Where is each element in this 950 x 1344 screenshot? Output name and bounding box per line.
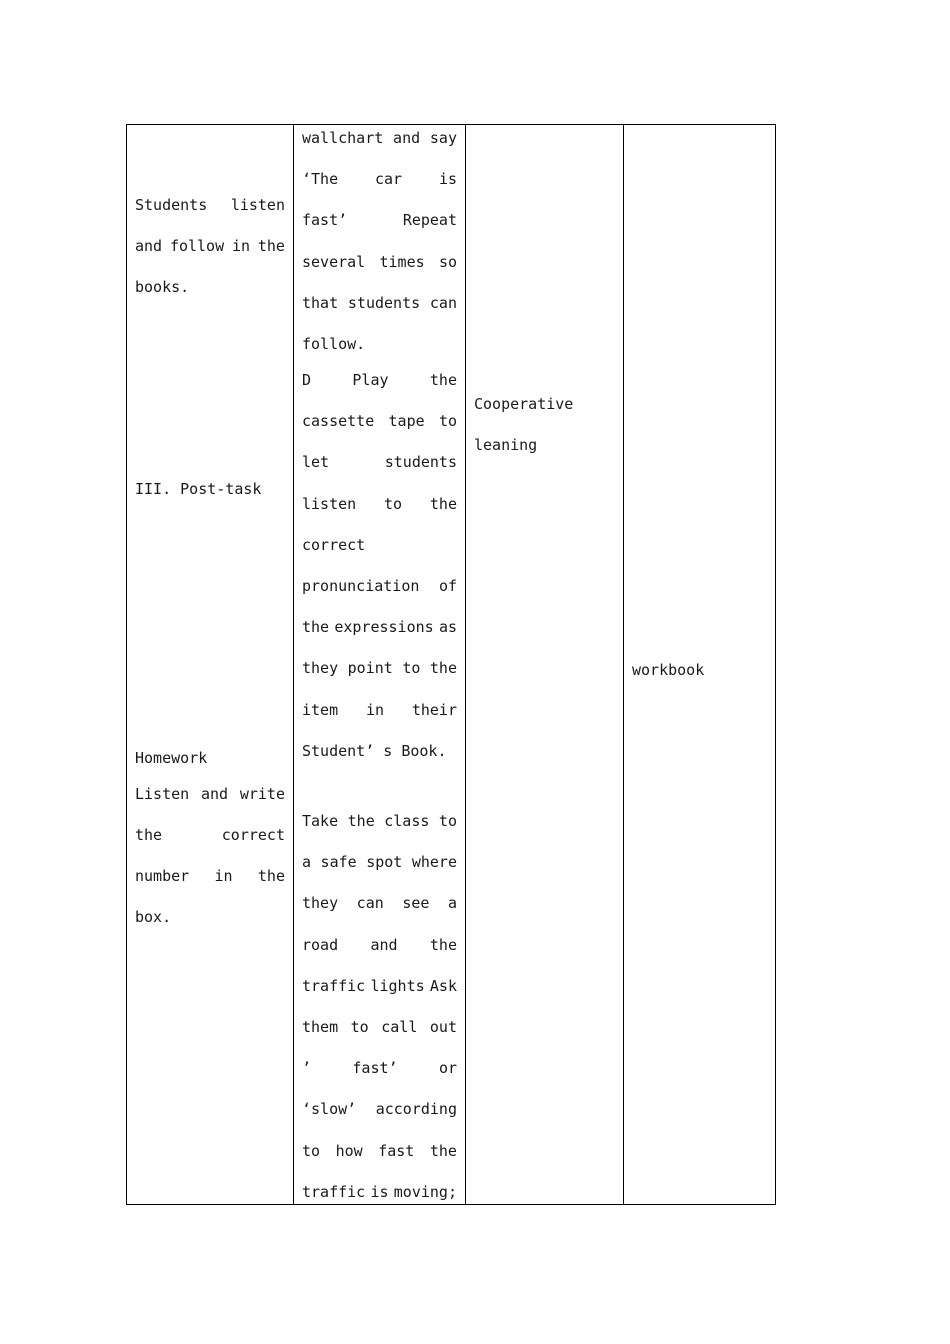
procedure-word: let — [302, 453, 330, 471]
procedure-word: ‘slow’ — [302, 1100, 357, 1118]
procedure-block2-line-5: correct — [302, 536, 366, 554]
procedure-block1-line-3 — [302, 210, 457, 230]
procedure-word: say — [429, 129, 457, 147]
procedure-word: they — [302, 659, 339, 677]
procedure-word: Ask — [429, 977, 457, 995]
procedure-block3-line-4 — [302, 935, 457, 955]
procedure-word: where — [411, 853, 457, 871]
procedure-block2-line-3 — [302, 452, 457, 472]
procedure-block3-line-2 — [302, 852, 457, 872]
procedure-word: pronunciation — [302, 577, 420, 595]
procedure-word: tape — [388, 412, 425, 430]
procedure-word: spot — [366, 853, 403, 871]
procedure-word: to — [384, 495, 403, 513]
procedure-block3-line-3 — [302, 893, 457, 913]
procedure-word: as — [438, 618, 457, 636]
homework-line-3 — [135, 866, 285, 886]
students-listen-line-1 — [135, 195, 285, 215]
procedure-word: point — [347, 659, 393, 677]
procedure-word: listen — [302, 495, 357, 513]
word: the — [257, 237, 285, 255]
procedure-word: moving; — [393, 1183, 457, 1201]
procedure-block3-line-5 — [302, 976, 457, 996]
procedure-word: traffic — [302, 977, 366, 995]
procedure-word: to — [438, 812, 457, 830]
method-line-2: leaning — [474, 436, 538, 454]
procedure-word: a — [302, 853, 312, 871]
procedure-word: road — [302, 936, 339, 954]
procedure-word: Play — [352, 371, 389, 389]
procedure-word: to — [402, 659, 421, 677]
word: follow — [169, 237, 225, 255]
procedure-word: of — [438, 577, 457, 595]
procedure-block2-line-10: Student’ s Book. — [302, 742, 447, 760]
procedure-word: is — [438, 170, 457, 188]
procedure-word: is — [370, 1183, 389, 1201]
procedure-word: them — [302, 1018, 339, 1036]
column-divider-1 — [293, 125, 294, 1204]
procedure-word: their — [411, 701, 457, 719]
procedure-word: in — [365, 701, 385, 719]
procedure-word: safe — [320, 853, 357, 871]
resources-text: workbook — [632, 661, 705, 679]
procedure-word: ‘The — [302, 170, 339, 188]
procedure-block1-line-5 — [302, 293, 457, 313]
procedure-word: fast’ — [302, 211, 348, 229]
word: number — [135, 867, 190, 885]
procedure-word: can — [356, 894, 384, 912]
procedure-word: car — [374, 170, 403, 188]
word: correct — [221, 826, 285, 844]
procedure-word: several — [302, 253, 366, 271]
procedure-word: ’ — [302, 1059, 312, 1077]
word: in — [214, 867, 233, 885]
procedure-block3-line-10 — [302, 1182, 457, 1202]
method-line-1: Cooperative — [474, 395, 574, 413]
procedure-word: students — [347, 294, 421, 312]
procedure-word: how — [335, 1142, 363, 1160]
procedure-word: a — [447, 894, 457, 912]
post-task-heading: III. Post-task — [135, 480, 262, 498]
word: listen — [230, 196, 285, 214]
procedure-word: traffic — [302, 1183, 366, 1201]
procedure-word: call — [381, 1018, 418, 1036]
procedure-word: wallchart — [302, 129, 384, 147]
word: the — [257, 867, 285, 885]
students-listen-line-3: books. — [135, 278, 190, 296]
procedure-word: the — [429, 495, 457, 513]
procedure-block2-line-1 — [302, 370, 457, 390]
procedure-word: they — [302, 894, 339, 912]
students-listen-line-2 — [135, 236, 285, 256]
word: Listen — [135, 785, 190, 803]
procedure-word: cassette — [302, 412, 375, 430]
procedure-word: the — [302, 618, 330, 636]
procedure-block2-line-8 — [302, 658, 457, 678]
word: in — [231, 237, 251, 255]
procedure-word: Repeat — [402, 211, 457, 229]
procedure-word: lights — [370, 977, 425, 995]
procedure-word: the — [429, 371, 457, 389]
procedure-word: that — [302, 294, 339, 312]
procedure-word: according — [375, 1100, 457, 1118]
procedure-word: so — [438, 253, 457, 271]
homework-line-1 — [135, 784, 285, 804]
procedure-block3-line-1 — [302, 811, 457, 831]
word: and — [135, 237, 163, 255]
procedure-block2-line-9 — [302, 700, 457, 720]
procedure-block2-line-6 — [302, 576, 457, 596]
procedure-block3-line-6 — [302, 1017, 457, 1037]
procedure-word: to — [350, 1018, 369, 1036]
procedure-word: D — [302, 371, 312, 389]
procedure-block2-line-4 — [302, 494, 457, 514]
procedure-word: item — [302, 701, 339, 719]
homework-line-2 — [135, 825, 285, 845]
procedure-word: expressions — [334, 618, 434, 636]
procedure-word: and — [370, 936, 398, 954]
word: write — [239, 785, 285, 803]
procedure-word: to — [438, 412, 457, 430]
procedure-block1-line-4 — [302, 252, 457, 272]
procedure-word: or — [438, 1059, 457, 1077]
procedure-word: class — [384, 812, 430, 830]
procedure-block1-line-2 — [302, 169, 457, 189]
procedure-word: students — [384, 453, 457, 471]
column-divider-3 — [623, 125, 624, 1204]
procedure-block3-line-7 — [302, 1058, 457, 1078]
procedure-word: see — [402, 894, 430, 912]
word: Students — [135, 196, 208, 214]
procedure-word: the — [429, 659, 457, 677]
column-divider-2 — [465, 125, 466, 1204]
procedure-block3-line-8 — [302, 1099, 457, 1119]
procedure-word: and — [393, 129, 421, 147]
word: and — [200, 785, 229, 803]
homework-line-4: box. — [135, 908, 172, 926]
procedure-block1-line-6: follow. — [302, 335, 366, 353]
procedure-word: to — [302, 1142, 321, 1160]
procedure-block3-line-9 — [302, 1141, 457, 1161]
procedure-block2-line-2 — [302, 411, 457, 431]
procedure-word: out — [429, 1018, 457, 1036]
procedure-word: fast’ — [352, 1059, 398, 1077]
procedure-block2-line-7 — [302, 617, 457, 637]
word: the — [135, 826, 163, 844]
procedure-word: can — [429, 294, 457, 312]
procedure-word: the — [347, 812, 375, 830]
homework-heading: Homework — [135, 749, 208, 767]
procedure-word: the — [429, 1142, 457, 1160]
procedure-word: Take — [302, 812, 339, 830]
procedure-word: the — [429, 936, 457, 954]
procedure-block1-line-1 — [302, 128, 457, 148]
procedure-word: fast — [378, 1142, 415, 1160]
procedure-word: times — [379, 253, 425, 271]
